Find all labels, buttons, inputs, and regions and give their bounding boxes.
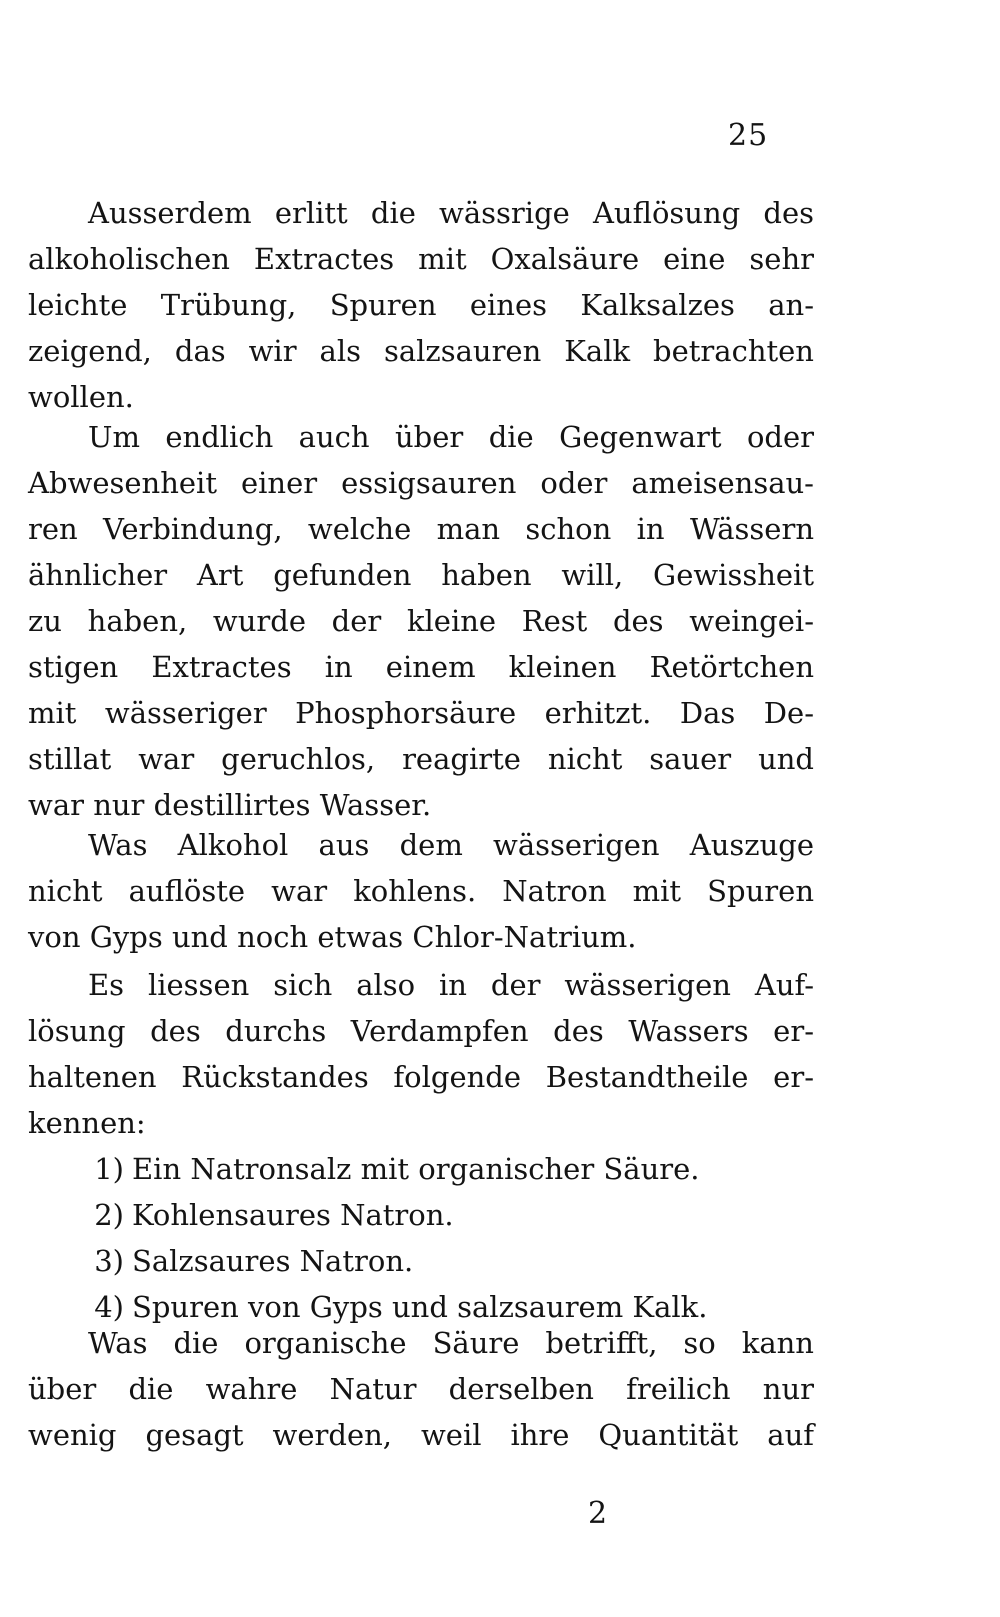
paragraph-1	[28, 190, 814, 420]
list-item-text: Salzsaures Natron.	[132, 1244, 414, 1278]
constituents-list	[28, 1146, 814, 1330]
list-item	[28, 1146, 814, 1192]
list-item-number: 3)	[94, 1244, 124, 1278]
list-item	[28, 1238, 814, 1284]
text-line: lösung des durchs Verdampfen des Wassers er-	[28, 1014, 814, 1048]
text-line: ähnlicher Art gefunden haben will, Gewissheit	[28, 558, 814, 592]
text-line: wollen.	[28, 380, 134, 414]
text-line: Es liessen sich also in der wässerigen Auf-	[88, 968, 814, 1002]
paragraph-5	[28, 1320, 814, 1458]
text-line: von Gyps und noch etwas Chlor-Natrium.	[28, 920, 637, 954]
text-line: Abwesenheit einer essigsauren oder ameisensau-	[28, 466, 814, 500]
page-number: 25	[728, 118, 769, 153]
text-line: wenig gesagt werden, weil ihre Quantität auf	[28, 1418, 814, 1452]
text-line: mit wässeriger Phosphorsäure erhitzt. Das De-	[28, 696, 814, 730]
list-item-number: 1)	[94, 1152, 124, 1186]
list-item-text: Ein Natronsalz mit organischer Säure.	[132, 1152, 700, 1186]
list-item-text: Kohlensaures Natron.	[132, 1198, 454, 1232]
list-item-number: 4)	[94, 1290, 124, 1324]
signature-mark: 2	[588, 1496, 608, 1531]
text-line: alkoholischen Extractes mit Oxalsäure eine sehr	[28, 242, 814, 276]
text-line: nicht auflöste war kohlens. Natron mit Spuren	[28, 874, 814, 908]
text-line: leichte Trübung, Spuren eines Kalksalzes an-	[28, 288, 814, 322]
list-item-text: Spuren von Gyps und salzsaurem Kalk.	[132, 1290, 708, 1324]
text-line: zeigend, das wir als salzsauren Kalk betrachten	[28, 334, 814, 368]
text-line: Um endlich auch über die Gegenwart oder	[88, 420, 814, 454]
text-line: war nur destillirtes Wasser.	[28, 788, 432, 822]
text-line: über die wahre Natur derselben freilich nur	[28, 1372, 814, 1406]
text-line: zu haben, wurde der kleine Rest des weingei-	[28, 604, 814, 638]
text-line: stillat war geruchlos, reagirte nicht sauer und	[28, 742, 814, 776]
text-line: Ausserdem erlitt die wässrige Auflösung des	[88, 196, 814, 230]
text-line: Was Alkohol aus dem wässerigen Auszuge	[88, 828, 814, 862]
list-item	[28, 1192, 814, 1238]
paragraph-2	[28, 414, 814, 828]
text-line: Was die organische Säure betrifft, so kann	[88, 1326, 814, 1360]
text-line: kennen:	[28, 1106, 146, 1140]
paragraph-4	[28, 962, 814, 1146]
text-line: stigen Extractes in einem kleinen Retörtchen	[28, 650, 814, 684]
text-line: ren Verbindung, welche man schon in Wässern	[28, 512, 814, 546]
list-item-number: 2)	[94, 1198, 124, 1232]
text-line: haltenen Rückstandes folgende Bestandtheile er-	[28, 1060, 814, 1094]
paragraph-3	[28, 822, 814, 960]
